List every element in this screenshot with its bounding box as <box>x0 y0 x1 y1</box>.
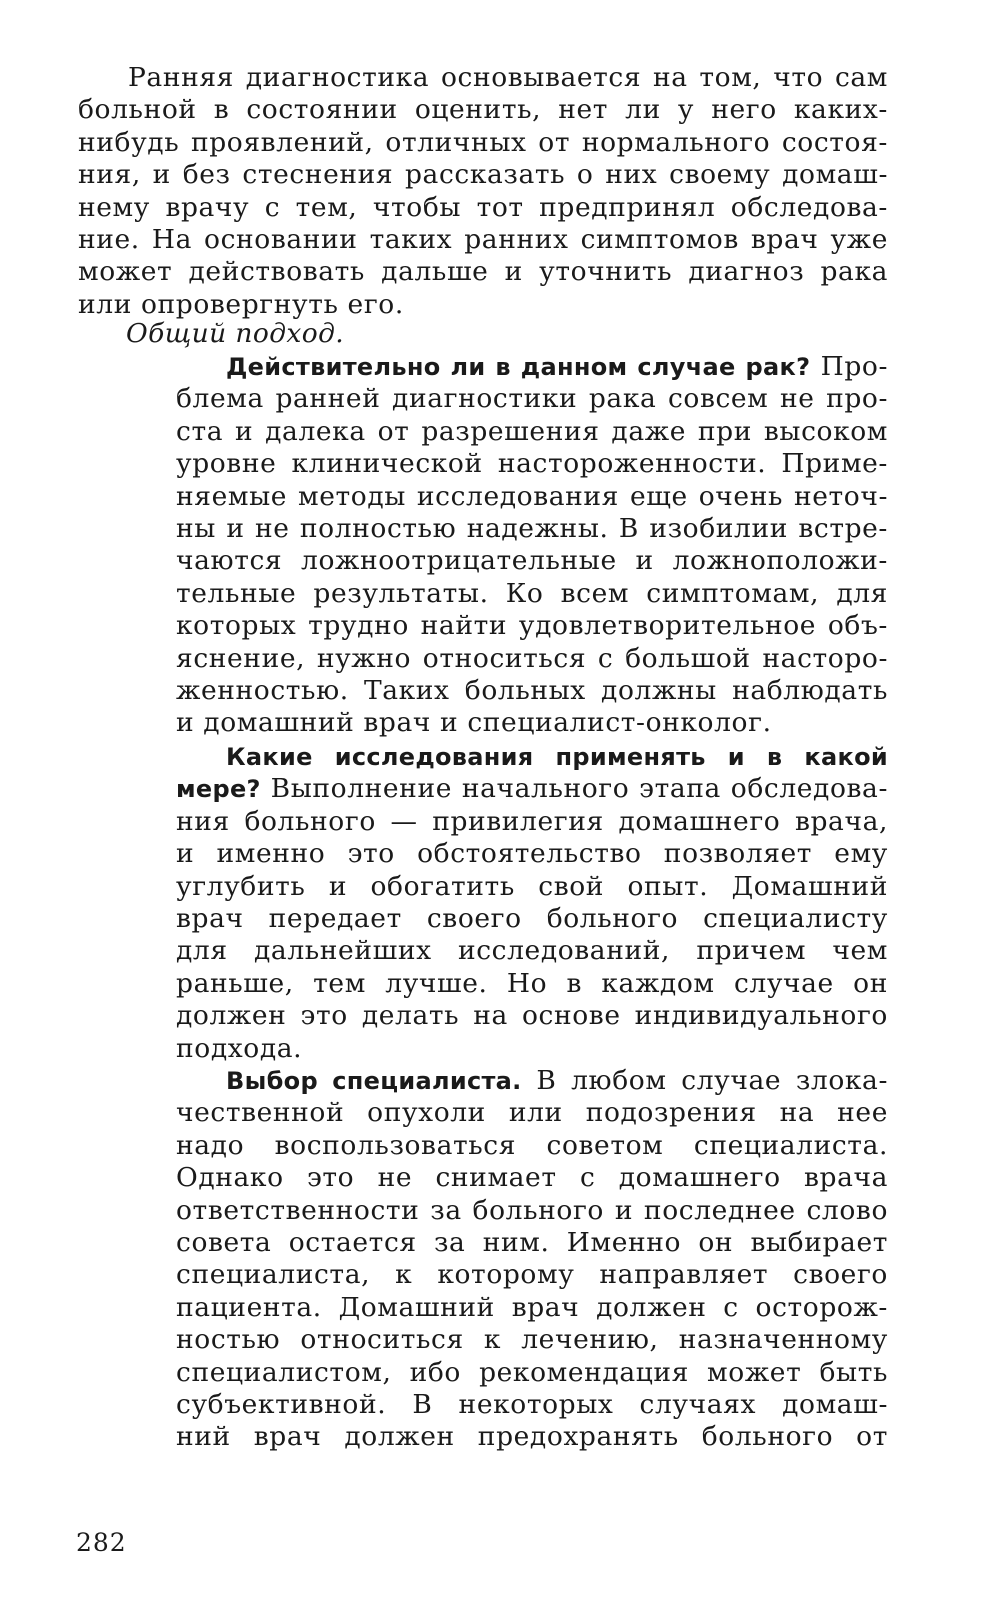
intro-paragraph <box>78 62 888 321</box>
text-line: ны и не полностью надежны. В изобилии встре- <box>176 513 888 545</box>
text-line: пациента. Домашний врач должен с осторож- <box>176 1291 888 1323</box>
page-number: 282 <box>76 1528 127 1557</box>
text-line: может действовать дальше и уточнить диагноз рака <box>78 256 888 288</box>
subsection-heading-cont-line <box>176 773 888 805</box>
text-line: чаются ложноотрицательные и ложноположи- <box>176 545 888 577</box>
text-run: Выполнение начального этапа обследова- <box>260 773 888 805</box>
text-line: чественной опухоли или подозрения на нее <box>176 1097 888 1129</box>
text-line: тельные результаты. Ко всем симптомам, для <box>176 577 888 609</box>
text-line: которых трудно найти удовлетворительное объ- <box>176 610 888 642</box>
text-line: и именно это обстоятельство позволяет ему <box>176 838 888 870</box>
section-label: Общий подход. <box>126 318 345 349</box>
subsection-first-line <box>176 1065 888 1097</box>
text-line: ста и далека от разрешения даже при высоком <box>176 415 888 447</box>
text-line: блема ранней диагностики рака совсем не про- <box>176 383 888 415</box>
text-line: совета остается за ним. Именно он выбирает <box>176 1227 888 1259</box>
text-line: специалистом, ибо рекомендация может быть <box>176 1356 888 1388</box>
text-line: для дальнейших исследований, причем чем <box>176 935 888 967</box>
subsection-heading: Выбор специалиста. <box>226 1067 522 1095</box>
text-line: больной в состоянии оценить, нет ли у него каких- <box>78 94 888 126</box>
text-line: нему врачу с тем, чтобы тот предпринял обследова- <box>78 191 888 223</box>
text-run: Про- <box>810 351 888 382</box>
subsection-heading-cont: мере? <box>176 775 261 804</box>
text-line: няемые методы исследования еще очень неточ- <box>176 480 888 512</box>
text-line: ния, и без стеснения рассказать о них своему домаш- <box>78 159 888 191</box>
text-line: и домашний врач и специалист-онколог. <box>176 707 772 739</box>
subsection-first-line <box>176 351 888 383</box>
text-line: подхода. <box>176 1032 303 1064</box>
text-line: ностью относиться к лечению, назначенному <box>176 1324 888 1356</box>
text-line: Однако это не снимает с домашнего врача <box>176 1162 888 1194</box>
text-line: уровне клинической настороженности. Приме- <box>176 448 888 480</box>
text-line: специалиста, к которому направляет своего <box>176 1259 888 1291</box>
text-line: надо воспользоваться советом специалиста. <box>176 1129 888 1161</box>
text-line: ния больного — привилегия домашнего врача, <box>176 805 888 837</box>
text-line: ответственности за больного и последнее слово <box>176 1194 888 1226</box>
text-line: нибудь проявлений, отличных от нормального состоя- <box>78 126 888 158</box>
text-run: В любом случае злока- <box>521 1065 888 1096</box>
subsection-which-tests <box>176 741 888 1065</box>
text-line: ние. На основании таких ранних симптомов врач уже <box>78 224 888 256</box>
text-line: раньше, тем лучше. Но в каждом случае он <box>176 967 888 999</box>
text-line: Ранняя диагностика основывается на том, что сам <box>128 62 888 93</box>
text-line: яснение, нужно относиться с большой насторо- <box>176 642 888 674</box>
subsection-heading: Какие исследования применять и в какой <box>226 743 888 771</box>
text-line: углубить и обогатить свой опыт. Домашний <box>176 870 888 902</box>
subsection-cancer-question <box>176 351 888 740</box>
text-line: ний врач должен предохранять больного от <box>176 1421 888 1453</box>
subsection-choosing-specialist <box>176 1065 888 1454</box>
text-line: женностью. Таких больных должны наблюдать <box>176 675 888 707</box>
subsection-heading: Действительно ли в данном случае рак? <box>226 353 811 381</box>
text-line: врач передает своего больного специалисту <box>176 903 888 935</box>
text-line: или опровергнуть его. <box>78 288 404 320</box>
text-line: должен это делать на основе индивидуального <box>176 1000 888 1032</box>
text-line: субъективной. В некоторых случаях домаш- <box>176 1389 888 1421</box>
